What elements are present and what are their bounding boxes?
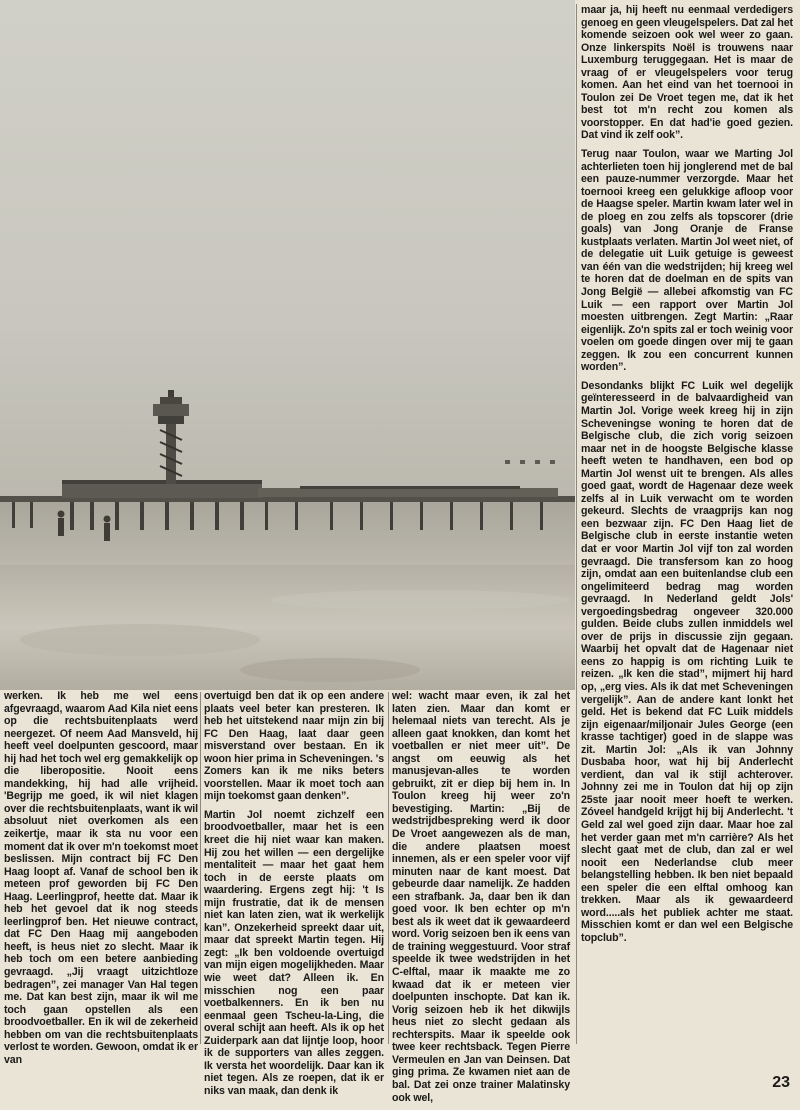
paragraph: werken. Ik heb me wel eens afgevraagd, waarom Aad Kila niet eens op die rechtsbuitenplaats werd neergezet. Of neem Aad Mansveld, hij heeft veel doelpunten gescoord, maar hij had het toch wel erg gemakkelijk op die liberopositie. Nooit eens mandekking, hij had alle vrijheid. 'Begrijp me goed, ik wil niet klagen over die rechtsbuitenplaats, want ik wil absoluut niet overkomen als een zeikertje, maar ik sta nu voor een moment dat ik over m'n toekomst moet beslissen. Mijn contract bij FC Den Haag loopt af. Vanaf de school ben ik meteen prof geworden bij FC Den Haag. Leerlingprof, heette dat. Maar ik heb het gevoel dat ik nog steeds leerlingprof ben. Het nieuwe contract, dat FC Den Haag mij aangeboden heeft, is heus niet zo slecht. Maar ik heb toch om een betere aanbieding gevraagd. „Jij vraagt uitzichtloze bedragen”, zei manager Van Hal tegen me. Dat kan best zijn, maar ik wil me toch gaan opstellen als een broodvoetballer. En ik wil de zekerheid hebben om van die rechtsbuitenplaats verlost te worden. Gewoon, omdat ik er van — [4, 690, 198, 1066]
column-divider — [200, 692, 201, 1044]
paragraph: overtuigd ben dat ik op een andere plaats veel beter kan presteren. Ik heb het uitstekend naar mijn zin bij FC Den Haag, laat daar geen misverstand over bestaan. En ik woon hier prima in Scheveningen. 's Zomers kan ik me niks beters voorstellen. Maar ik moet toch aan mijn toekomst gaan denken”. — [204, 690, 384, 803]
page-number: 23 — [772, 1074, 790, 1091]
paragraph: Terug naar Toulon, waar we Marting Jol achterlieten toen hij jonglerend met de bal een pauze-nummer verzorgde. Maar het toernooi kreeg een gelukkige afloop voor de Haagse speler. Martin kwam later wel in de ploeg en zou zelfs als topscorer (drie goals) van Jong Oranje de Franse kustplaats verlaten. Martin Jol weet niet, of de delegatie uit Luik getuige is geweest van één van die wedstrijden; hij kreeg wel te horen dat de doelman en de spits van Jong België — allebei afkomstig van FC Luik — een rapport over Martin Jol moesten uitbrengen. Zegt Martin: „Raar eigenlijk. Zo'n spits zal er toch weinig voor voelen om goede dingen over mij te gaan zeggen. Ik zou een concurrent kunnen worden”. — [581, 148, 793, 374]
paragraph: maar ja, hij heeft nu eenmaal verdedigers genoeg en geen vleugelspelers. Dat zal het komende seizoen ook wel weer zo gaan. Onze linkerspits Noël is trouwens naar Luxemburg teruggegaan. Het is maar de vraag of er vleugelspelers voor terug komen. Aan het eind van het toernooi in Toulon zei De Vroet tegen me, dat ik het best tot m'n recht zou komen als voorstopper. En dat had'ie goed gezien. Dat vind ik zelf ook”. — [581, 4, 793, 142]
text-column-3 — [392, 690, 570, 1110]
paragraph: Martin Jol noemt zichzelf een broodvoetballer, maar het is een kreet die hij niet waar kan maken. Hij zou het willen — een dergelijke mentaliteit — maar het gaat hem toch in de eerste plaats om waardering. Ergens zegt hij: 't Is mijn frustratie, dat ik de mensen niet kan laten zien, wat ik werkelijk kan”. Onzekerheid spreekt daar uit, maar dat spreekt Martin tegen. Hij zegt: „Ik ben voldoende overtuigd van mijn eigen mogelijkheden. Maar wie weet dat? Alleen ik. En misschien nog een paar voetbalkenners. En ik ben nu eenmaal geen Tscheu-la-Ling, die overal schijt aan heeft. Als ik op het Zuiderpark aan dat lijntje loop, hoor ik de supporters van alles zeggen. Ik versta het woordelijk. Daar kan ik niet tegen. Als ze roepen, dat ik er niks van maak, dan denk ik — [204, 808, 384, 1097]
text-column-2 — [204, 690, 384, 1104]
paragraph: wel: wacht maar even, ik zal het laten zien. Maar dan komt er helemaal niets van terecht. Als je alleen gaat knokken, dan komt het voetballen er niet meer uit”. De angst om eeuwig als het manusjevan-alles te worden gebruikt, zit er diep bij hem in. In Toulon kreeg hij weer zo'n bevestiging. Martin: „Bij de wedstrijdbespreking werd ik door De Vroet aangewezen als de man, die andere plaatsen moest innemen, als er een speler voor vijf minuten naar de kant moest. Dat gebeurde daar namelijk. Ze hadden een strafbank. Ja, daar ben ik dan goed voor. Ik ben echter op m'n best als ik weet dat ik gewaardeerd word. Vorig seizoen ben ik eens van de training weggestuurd. Voor straf speelde ik twee wedstrijden in het C-elftal, maar ik maakte me zo kwaad dat ik er meteen vier doelpunten inschopte. Dat kan ik. Vorig seizoen heb ik het dikwijls heus niet zo slecht gedaan als rechterspits. Maar ik speelde ook twee keer rechtsback. Tegen Pierre Vermeulen en Jan van Deinsen. Dat ging prima. Ze kwamen niet aan de bal. Dat zei onze trainer Malatinsky ook wel, — [392, 690, 570, 1104]
column-divider — [576, 4, 577, 1044]
text-column-1 — [4, 690, 198, 1072]
column-divider — [388, 692, 389, 1044]
pier-photo — [0, 0, 575, 690]
paragraph: Desondanks blijkt FC Luik wel degelijk geïnteresseerd in de balvaardigheid van Martin Jol. Vorige week kreeg hij in zijn Scheveningse woning te horen dat de Belgische club, die zich vorig seizoen maar net in de hoogste Belgische klasse heeft weten te handhaven, een bod op Martin Jol wenst uit te brengen. Als alles goed gaat, wordt de Hagenaar deze week zelfs al in Luik verwacht om te worden gekeurd. Slechts de vraagprijs kan nog een bezwaar zijn. FC Den Haag liet de Belgische club in eerste instantie weten dat er voor Martin Jol vijf ton zal worden gevraagd. Die transfersom kan zo hoog zijn, omdat aan een buitenlandse club een ongelimiteerd bedrag mag worden gevraagd. In Nederland geldt Jols' vergoedingsbedrag ongeveer 320.000 gulden. Beide clubs zullen inmiddels wel over de prijs in discussie zijn gegaan. Waarbij het opvalt dat de Hagenaar niet eens zo happig is om richting Luik te reizen. „Ik ken die stad”, mijmert hij hard op, „erg vies. Als ik dat met Scheveningen vergelijk”. Aan de andere kant lonkt het geld. Het is bekend dat FC Luik middels zijn eigenaar/miljonair Jules George (een krasse tachtiger) goed in de slappe was zit. Martin Jol: „Als ik van Johnny Dusbaba hoor, wat hij bij Anderlecht verdient, dan val ik stijl achterover. Johnny zei me in Toulon dat hij op zijn 25ste jaar nooit meer hoeft te werken. Zóveel handgeld krijgt hij bij Anderlecht. 't Geld zal wel goed zijn daar. Maar hoe zal het verder gaan met m'n carrière? Als het slecht gaat met de club, dan zal er wel nooit een Nederlandse club meer belangstelling hebben. Ik ben niet bepaald een speler die een elftal omhoog kan trekken. Maar als ik gewaardeerd word.....als het publiek achter me staat. Misschien komt er dan wel een Belgische topclub”. — [581, 379, 793, 944]
text-column-4 — [581, 4, 793, 950]
